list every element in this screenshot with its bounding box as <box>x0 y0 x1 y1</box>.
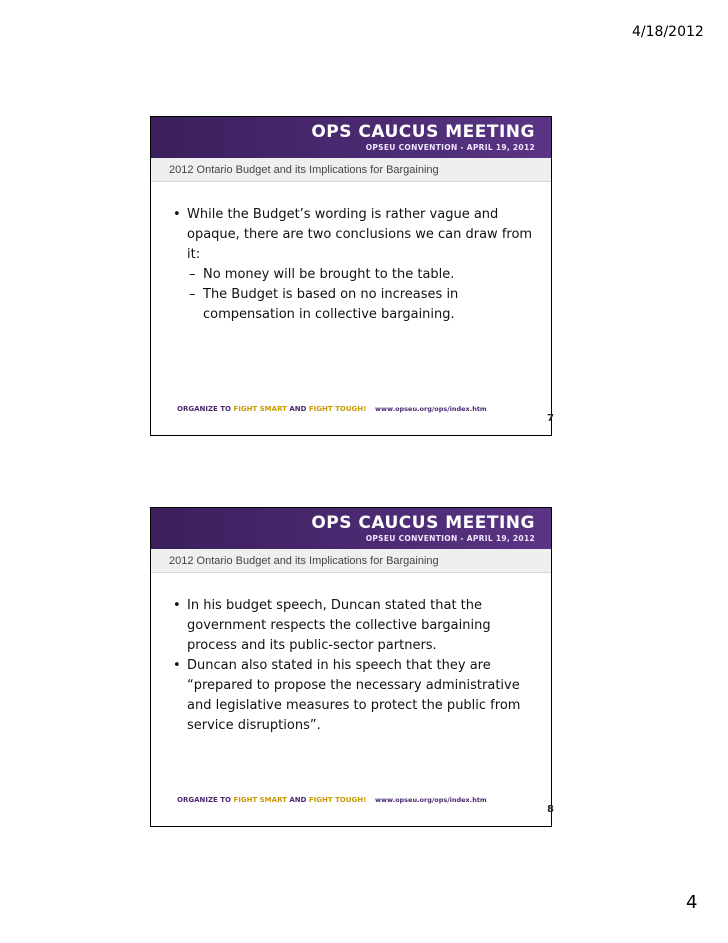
slide-content <box>169 205 544 325</box>
footer-url: www.opseu.org/ops/index.htm <box>375 405 487 413</box>
slogan-part: FIGHT SMART <box>233 796 290 804</box>
banner-subtitle: OPSEU CONVENTION - APRIL 19, 2012 <box>365 534 535 543</box>
bullet-item: • In his budget speech, Duncan stated that the government respects the collective bargaining process and its public-sector partners. <box>169 596 544 656</box>
slide-banner <box>151 508 551 549</box>
slide-8 <box>150 507 552 827</box>
sub-bullet-item: – No money will be brought to the table. <box>169 265 544 285</box>
slide-topic: 2012 Ontario Budget and its Implications for Bargaining <box>169 555 439 567</box>
slide-topic: 2012 Ontario Budget and its Implications for Bargaining <box>169 164 439 176</box>
slogan-part: ORGANIZE TO <box>177 405 234 413</box>
topic-bar <box>151 549 551 573</box>
slide-banner <box>151 117 551 158</box>
slogan-part: FIGHT SMART <box>233 405 290 413</box>
sub-bullet-item: – The Budget is based on no increases in compensation in collective bargaining. <box>169 285 544 325</box>
slogan-part: AND <box>289 405 309 413</box>
slide-number: 8 <box>547 804 554 815</box>
slide-7 <box>150 116 552 436</box>
topic-bar <box>151 158 551 182</box>
slogan-part: ORGANIZE TO <box>177 796 234 804</box>
footer-slogan <box>177 405 366 413</box>
footer-url: www.opseu.org/ops/index.htm <box>375 796 487 804</box>
slide-number: 7 <box>547 413 554 424</box>
slogan-part: AND <box>289 796 309 804</box>
print-date: 4/18/2012 <box>632 24 704 40</box>
page-number: 4 <box>686 892 698 913</box>
slide-content <box>169 596 544 736</box>
bullet-item: • While the Budget’s wording is rather vague and opaque, there are two conclusions we can draw from it: <box>169 205 544 265</box>
banner-title: OPS CAUCUS MEETING <box>311 122 535 142</box>
bullet-item: • Duncan also stated in his speech that they are “prepared to propose the necessary administrative and legislative measures to protect the public from service disruptions”. <box>169 656 544 736</box>
banner-title: OPS CAUCUS MEETING <box>311 513 535 533</box>
slogan-part: FIGHT TOUGH! <box>308 405 367 413</box>
slogan-part: FIGHT TOUGH! <box>308 796 367 804</box>
slide-footer <box>151 395 554 435</box>
footer-slogan <box>177 796 366 804</box>
slide-footer <box>151 786 554 826</box>
banner-subtitle: OPSEU CONVENTION - APRIL 19, 2012 <box>365 143 535 152</box>
